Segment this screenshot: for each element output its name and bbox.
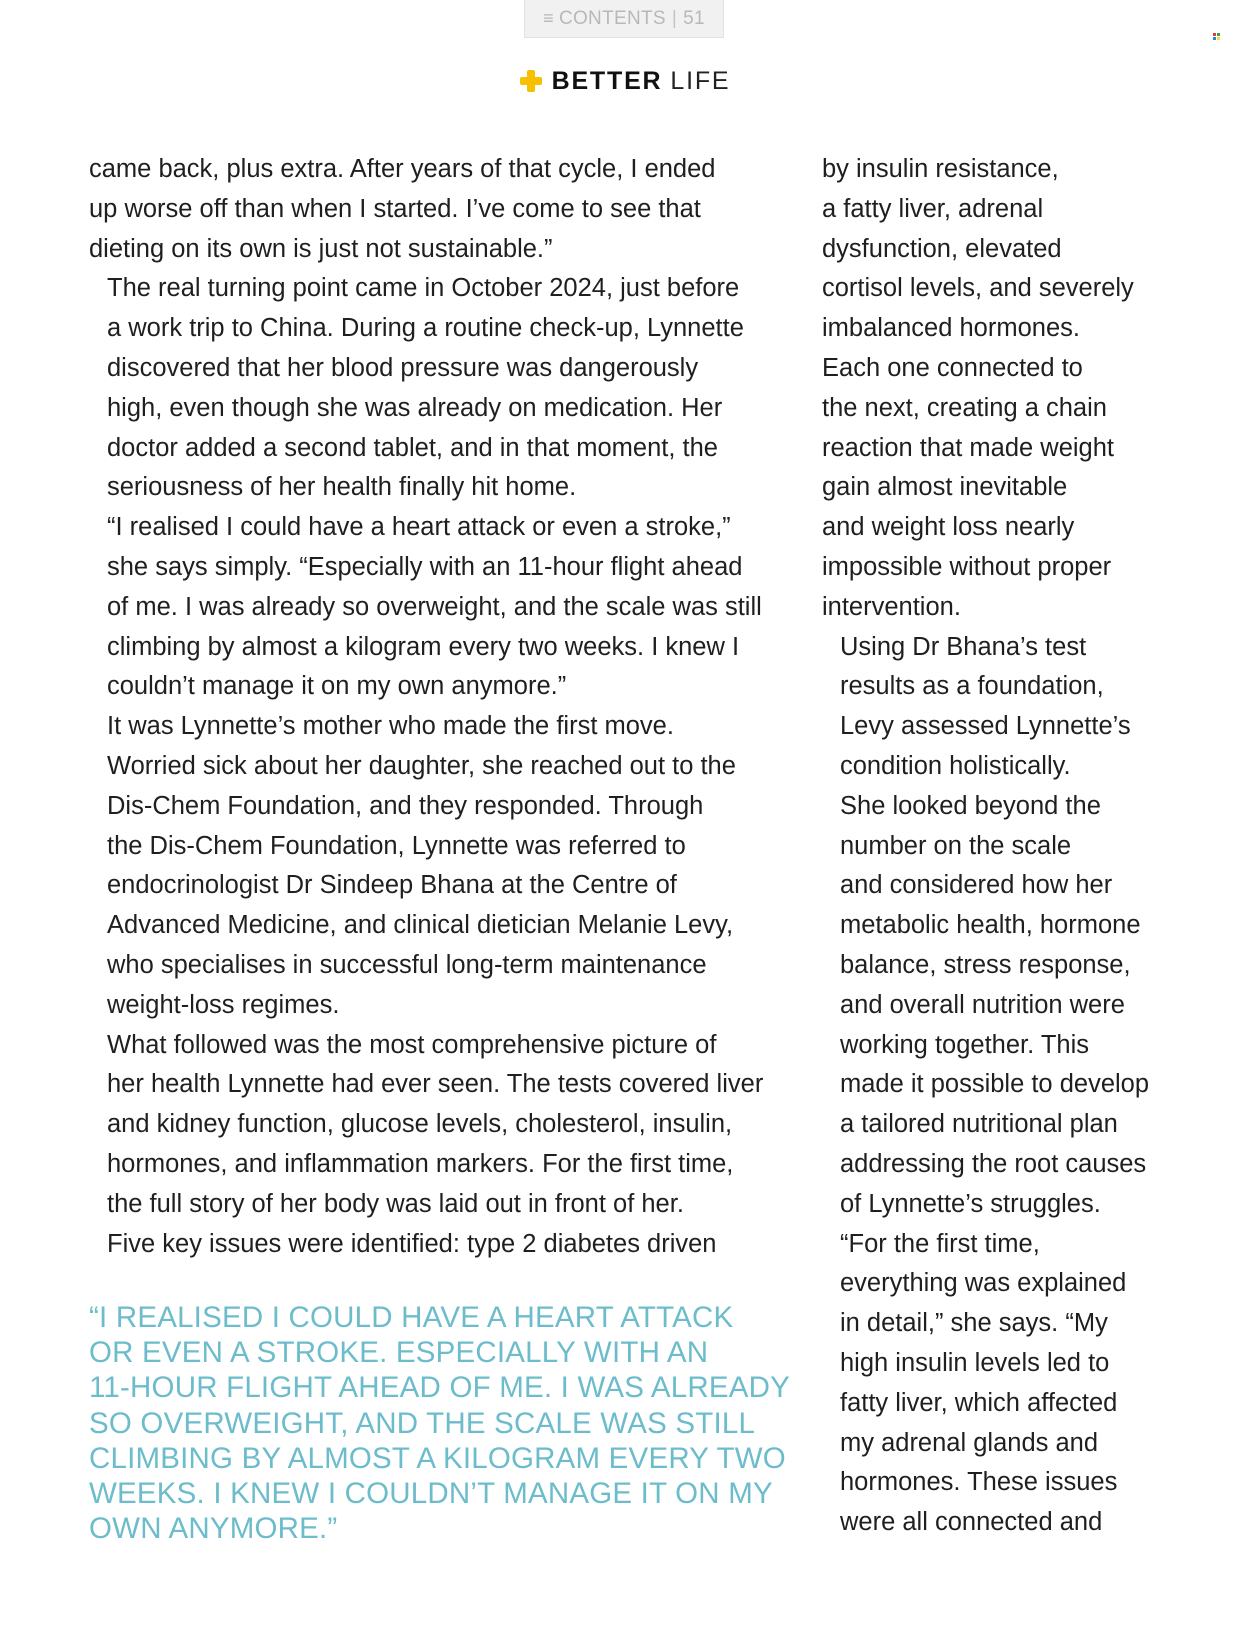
text-line: results as a foundation,: [840, 672, 1104, 701]
pull-quote: [89, 1300, 809, 1546]
text-line: Worried sick about her daughter, she reached out to the: [107, 751, 736, 780]
section-title-light: LIFE: [670, 66, 731, 95]
text-line: number on the scale: [840, 831, 1072, 860]
text-line: doctor added a second tablet, and in that moment, the: [107, 433, 718, 462]
text-line: seriousness of her health finally hit home.: [107, 473, 577, 502]
text-line: up worse off than when I started. I’ve come to see that: [89, 194, 701, 223]
text-line: balance, stress response,: [840, 950, 1131, 979]
text-line: my adrenal glands and: [840, 1428, 1099, 1457]
menu-icon: ≡: [543, 8, 554, 28]
text-line: She looked beyond the: [840, 791, 1101, 820]
text-line: endocrinologist Dr Sindeep Bhana at the Centre of: [107, 871, 677, 900]
text-line: everything was explained: [840, 1269, 1127, 1298]
pull-quote-line: OWN ANYMORE.”: [89, 1512, 338, 1546]
text-line: Levy assessed Lynnette’s: [840, 712, 1131, 741]
contents-nav-button[interactable]: [524, 0, 724, 38]
nav-separator: |: [671, 7, 678, 29]
text-line: her health Lynnette had ever seen. The tests covered liver: [107, 1070, 764, 1099]
paragraph: [822, 628, 1182, 1225]
text-line: Advanced Medicine, and clinical dietician Melanie Levy,: [107, 911, 734, 940]
text-line: and overall nutrition were: [840, 990, 1125, 1019]
pull-quote-line: “I REALISED I COULD HAVE A HEART ATTACK: [89, 1301, 734, 1334]
paragraph: [89, 508, 801, 707]
corner-logo-icon: [1213, 33, 1220, 40]
paragraph: [89, 1026, 801, 1225]
text-line: discovered that her blood pressure was dangerously: [107, 353, 699, 382]
paragraph: [89, 150, 801, 269]
text-line: “For the first time,: [840, 1229, 1040, 1258]
text-line: the full story of her body was laid out in front of her.: [107, 1189, 684, 1218]
pull-quote-line: OR EVEN A STROKE. ESPECIALLY WITH AN: [89, 1336, 709, 1370]
pull-quote-line: 11-HOUR FLIGHT AHEAD OF ME. I WAS ALREADY: [89, 1371, 791, 1405]
text-line: of Lynnette’s struggles.: [840, 1189, 1101, 1218]
text-line: Five key issues were identified: type 2 diabetes driven: [107, 1229, 717, 1258]
text-line: the next, creating a chain: [822, 393, 1107, 422]
text-line: high, even though she was already on medication. Her: [107, 393, 723, 422]
text-line: a work trip to China. During a routine check-up, Lynnette: [107, 314, 744, 343]
text-line: cortisol levels, and severely: [822, 274, 1134, 303]
paragraph: [89, 269, 801, 508]
text-line: fatty liver, which affected: [840, 1388, 1118, 1417]
paragraph: [89, 1225, 801, 1265]
paragraph: [822, 150, 1182, 628]
text-line: couldn’t manage it on my own anymore.”: [107, 672, 567, 701]
text-line: came back, plus extra. After years of that cycle, I ended: [89, 155, 716, 183]
text-line: hormones. These issues: [840, 1468, 1118, 1497]
paragraph: [822, 1225, 1182, 1543]
article-column-right: [822, 150, 1182, 1543]
section-header: [0, 62, 1250, 100]
text-line: and kidney function, glucose levels, cholesterol, insulin,: [107, 1110, 733, 1139]
text-line: and considered how her: [840, 871, 1113, 900]
text-line: “I realised I could have a heart attack or even a stroke,”: [107, 513, 731, 542]
text-line: metabolic health, hormone: [840, 911, 1141, 940]
text-line: It was Lynnette’s mother who made the first move.: [107, 712, 674, 741]
text-line: dieting on its own is just not sustainable.”: [89, 234, 553, 263]
text-line: imbalanced hormones.: [822, 314, 1080, 343]
page-number: 51: [683, 7, 705, 29]
text-line: climbing by almost a kilogram every two weeks. I knew I: [107, 632, 740, 661]
text-line: impossible without proper: [822, 552, 1112, 581]
text-line: What followed was the most comprehensive picture of: [107, 1030, 717, 1059]
text-line: weight-loss regimes.: [107, 990, 340, 1019]
text-line: the Dis-Chem Foundation, Lynnette was referred to: [107, 831, 686, 860]
paragraph: [89, 707, 801, 1025]
pull-quote-line: WEEKS. I KNEW I COULDN’T MANAGE IT ON MY: [89, 1477, 773, 1511]
text-line: a tailored nutritional plan: [840, 1110, 1118, 1139]
text-line: of me. I was already so overweight, and the scale was still: [107, 592, 762, 621]
text-line: in detail,” she says. “My: [840, 1309, 1108, 1338]
text-line: condition holistically.: [840, 751, 1071, 780]
article-column-left: [89, 150, 801, 1264]
text-line: a fatty liver, adrenal: [822, 194, 1044, 223]
pull-quote-line: CLIMBING BY ALMOST A KILOGRAM EVERY TWO: [89, 1441, 786, 1475]
section-title-bold: BETTER: [551, 66, 663, 95]
text-line: she says simply. “Especially with an 11-hour flight ahead: [107, 552, 743, 581]
text-line: made it possible to develop: [840, 1070, 1150, 1099]
text-line: reaction that made weight: [822, 433, 1115, 462]
text-line: by insulin resistance,: [822, 155, 1059, 183]
text-line: were all connected and: [840, 1508, 1103, 1537]
text-line: Each one connected to: [822, 353, 1083, 382]
text-line: Dis-Chem Foundation, and they responded. Through: [107, 791, 704, 820]
text-line: hormones, and inflammation markers. For the first time,: [107, 1149, 734, 1178]
text-line: addressing the root causes: [840, 1149, 1147, 1178]
contents-label: CONTENTS: [558, 7, 666, 29]
text-line: dysfunction, elevated: [822, 234, 1062, 263]
text-line: Using Dr Bhana’s test: [840, 632, 1087, 661]
pull-quote-line: SO OVERWEIGHT, AND THE SCALE WAS STILL: [89, 1406, 756, 1440]
text-line: working together. This: [840, 1030, 1089, 1059]
text-line: high insulin levels led to: [840, 1348, 1110, 1377]
text-line: and weight loss nearly: [822, 513, 1075, 542]
text-line: intervention.: [822, 592, 961, 621]
plus-icon: [520, 70, 542, 92]
text-line: gain almost inevitable: [822, 473, 1068, 502]
text-line: The real turning point came in October 2024, just before: [107, 274, 740, 303]
text-line: who specialises in successful long-term maintenance: [107, 950, 707, 979]
